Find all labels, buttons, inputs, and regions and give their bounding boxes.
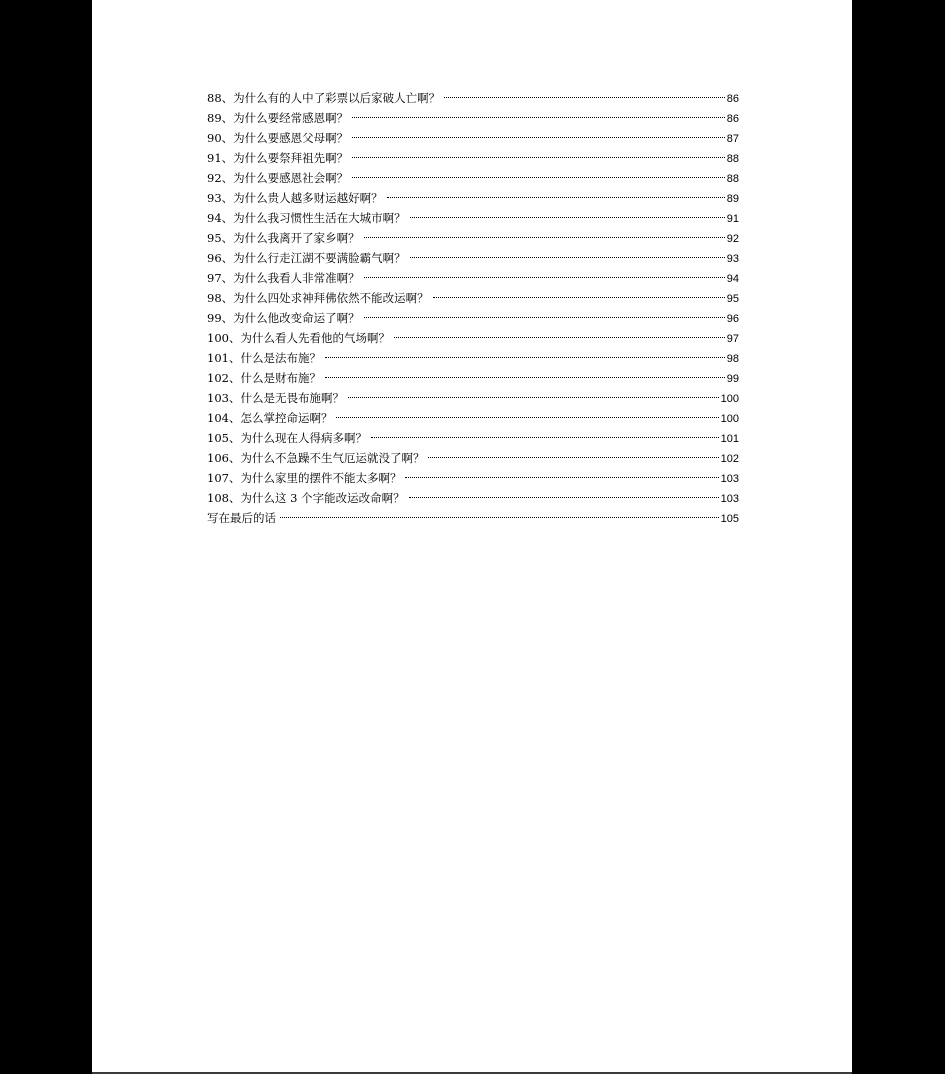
toc-entry-page-number: 101 xyxy=(720,433,739,445)
toc-entry[interactable] xyxy=(207,408,739,428)
toc-entry[interactable] xyxy=(207,168,739,188)
toc-dot-leader xyxy=(405,477,718,478)
toc-entry[interactable] xyxy=(207,388,739,408)
toc-entry[interactable] xyxy=(207,428,739,448)
toc-entry-page-number: 97 xyxy=(726,333,739,345)
toc-entry-title: 95、为什么我离开了家乡啊？ xyxy=(207,231,360,245)
toc-entry-page-number: 88 xyxy=(726,153,739,165)
toc-entry-title: 108、为什么这 3 个字能改运改命啊？ xyxy=(207,491,405,505)
toc-entry-title: 96、为什么行走江湖不要满脸霸气啊？ xyxy=(207,251,406,265)
toc-entry-page-number: 98 xyxy=(726,353,739,365)
toc-entry-title: 102、什么是财布施？ xyxy=(207,371,321,385)
toc-dot-leader xyxy=(352,177,725,178)
toc-entry[interactable] xyxy=(207,148,739,168)
toc-entry-title: 101、什么是法布施？ xyxy=(207,351,321,365)
toc-entry-page-number: 94 xyxy=(726,273,739,285)
toc-entry-page-number: 96 xyxy=(726,313,739,325)
toc-entry-title: 99、为什么他改变命运了啊？ xyxy=(207,311,360,325)
toc-dot-leader xyxy=(364,317,725,318)
toc-entry-page-number: 86 xyxy=(726,113,739,125)
toc-dot-leader xyxy=(352,117,725,118)
toc-entry[interactable] xyxy=(207,328,739,348)
toc-dot-leader xyxy=(387,197,725,198)
toc-entry-title: 写在最后的话 xyxy=(207,511,276,525)
toc-entry-page-number: 95 xyxy=(726,293,739,305)
toc-entry[interactable] xyxy=(207,188,739,208)
toc-entry-page-number: 102 xyxy=(720,453,739,465)
toc-dot-leader xyxy=(280,517,719,518)
toc-entry[interactable] xyxy=(207,468,739,488)
toc-dot-leader xyxy=(433,297,725,298)
toc-dot-leader xyxy=(410,217,725,218)
toc-entry-page-number: 93 xyxy=(726,253,739,265)
toc-entry-page-number: 86 xyxy=(726,93,739,105)
toc-entry[interactable] xyxy=(207,88,739,108)
toc-entry-title: 104、怎么掌控命运啊？ xyxy=(207,411,333,425)
toc-entry[interactable] xyxy=(207,308,739,328)
toc-dot-leader xyxy=(410,257,725,258)
toc-entry-page-number: 89 xyxy=(726,193,739,205)
toc-entry-page-number: 88 xyxy=(726,173,739,185)
toc-entry-title: 105、为什么现在人得病多啊？ xyxy=(207,431,367,445)
toc-entry[interactable] xyxy=(207,228,739,248)
toc-entry-title: 106、为什么不急躁不生气厄运就没了啊？ xyxy=(207,451,425,465)
toc-entry-page-number: 103 xyxy=(720,473,739,485)
toc-entry[interactable] xyxy=(207,108,739,128)
toc-dot-leader xyxy=(444,97,725,98)
toc-dot-leader xyxy=(325,377,725,378)
toc-dot-leader xyxy=(325,357,725,358)
toc-entry-page-number: 100 xyxy=(720,413,739,425)
toc-entry-title: 97、为什么我看人非常准啊？ xyxy=(207,271,360,285)
toc-entry-title: 98、为什么四处求神拜佛依然不能改运啊？ xyxy=(207,291,429,305)
table-of-contents xyxy=(207,88,739,528)
toc-dot-leader xyxy=(394,337,725,338)
toc-entry-page-number: 92 xyxy=(726,233,739,245)
toc-dot-leader xyxy=(409,497,719,498)
toc-dot-leader xyxy=(336,417,718,418)
toc-entry[interactable] xyxy=(207,488,739,508)
toc-entry[interactable] xyxy=(207,368,739,388)
toc-entry-page-number: 99 xyxy=(726,373,739,385)
toc-dot-leader xyxy=(352,157,725,158)
toc-entry[interactable] xyxy=(207,208,739,228)
toc-entry[interactable] xyxy=(207,248,739,268)
toc-dot-leader xyxy=(371,437,719,438)
toc-entry-title: 93、为什么贵人越多财运越好啊？ xyxy=(207,191,383,205)
toc-entry[interactable] xyxy=(207,348,739,368)
toc-entry[interactable] xyxy=(207,288,739,308)
toc-entry-title: 91、为什么要祭拜祖先啊？ xyxy=(207,151,349,165)
toc-entry-title: 90、为什么要感恩父母啊？ xyxy=(207,131,349,145)
toc-entry-title: 100、为什么看人先看他的气场啊？ xyxy=(207,331,390,345)
toc-entry-page-number: 100 xyxy=(720,393,739,405)
toc-dot-leader xyxy=(364,277,725,278)
toc-dot-leader xyxy=(428,457,718,458)
toc-entry-page-number: 105 xyxy=(720,513,739,525)
toc-dot-leader xyxy=(364,237,725,238)
toc-entry[interactable] xyxy=(207,508,739,528)
toc-entry[interactable] xyxy=(207,448,739,468)
toc-entry[interactable] xyxy=(207,268,739,288)
toc-entry-title: 88、为什么有的人中了彩票以后家破人亡啊？ xyxy=(207,91,441,105)
toc-entry-title: 94、为什么我习惯性生活在大城市啊？ xyxy=(207,211,406,225)
document-page xyxy=(92,0,852,1072)
toc-dot-leader xyxy=(348,397,719,398)
toc-entry-page-number: 91 xyxy=(726,213,739,225)
toc-entry-title: 92、为什么要感恩社会啊？ xyxy=(207,171,349,185)
toc-entry-page-number: 87 xyxy=(726,133,739,145)
toc-entry-title: 103、什么是无畏布施啊？ xyxy=(207,391,344,405)
toc-entry-title: 107、为什么家里的摆件不能太多啊？ xyxy=(207,471,402,485)
toc-entry-title: 89、为什么要经常感恩啊？ xyxy=(207,111,349,125)
toc-dot-leader xyxy=(352,137,725,138)
toc-entry-page-number: 103 xyxy=(720,493,739,505)
toc-entry[interactable] xyxy=(207,128,739,148)
